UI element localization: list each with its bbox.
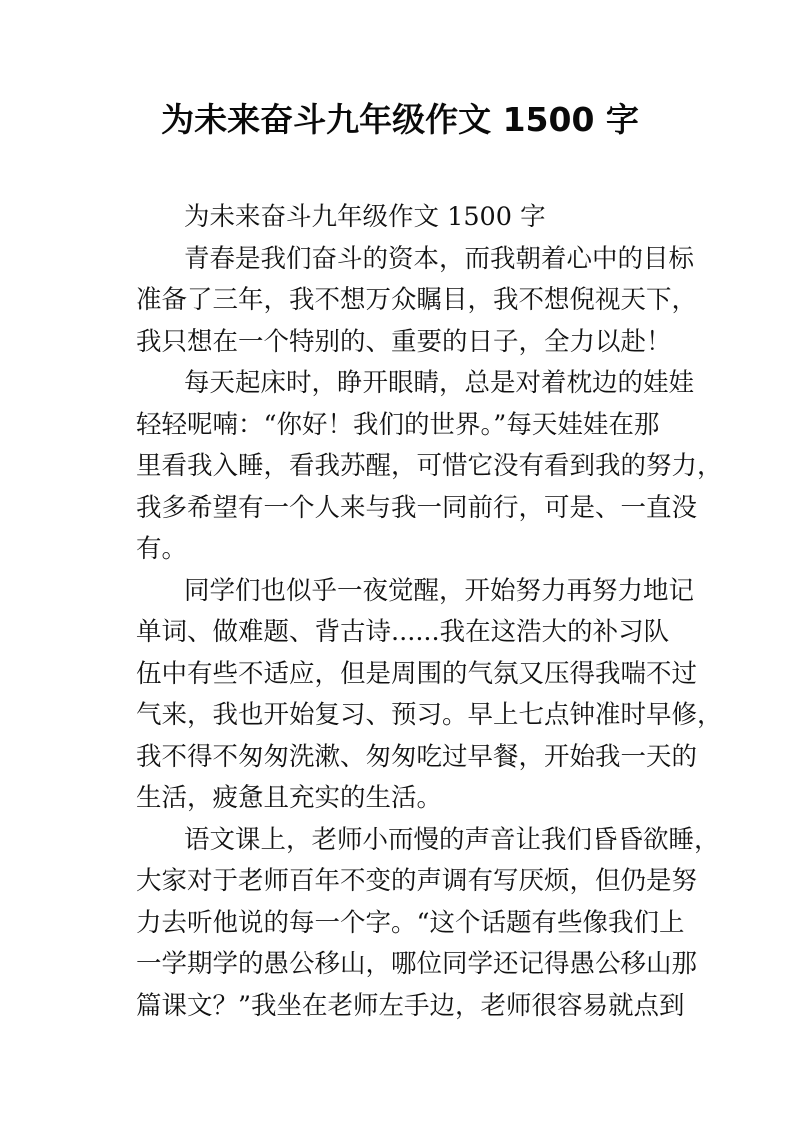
body-line: 大家对于老师百年不变的声调有写厌烦，但仍是努 <box>136 866 698 896</box>
body-line: 伍中有些不适应，但是周围的气氛又压得我喘不过 <box>136 658 698 689</box>
body-line: 篇课文？”我坐在老师左手边，老师很容易就点到 <box>136 990 685 1021</box>
body-line: 我只想在一个特别的、重要的日子，全力以赴！ <box>136 326 672 357</box>
body-line: 生活，疲惫且充实的生活。 <box>136 783 443 813</box>
body-line: 里看我入睡，看我苏醒，可惜它没有看到我的努力， <box>136 451 723 481</box>
body-line: 轻轻呢喃：“你好！我们的世界。”每天娃娃在那 <box>136 409 660 440</box>
body-line: 语文课上，老师小而慢的声音让我们昏昏欲睡， <box>184 824 720 855</box>
body-line: 准备了三年，我不想万众瞩目，我不想倪视天下， <box>136 285 698 315</box>
body-line: 青春是我们奋斗的资本，而我朝着心中的目标 <box>184 243 695 274</box>
body-line: 一学期学的愚公移山，哪位同学还记得愚公移山那 <box>136 949 698 979</box>
body-line: 每天起床时，睁开眼睛，总是对着枕边的娃娃 <box>184 368 695 398</box>
body-line: 我多希望有一个人来与我一同前行，可是、一直没 <box>136 492 698 523</box>
body-line: 有。 <box>136 534 188 564</box>
body-line: 我不得不匆匆洗漱、匆匆吃过早餐，开始我一天的 <box>136 741 698 772</box>
body-line: 单词、做难题、背古诗......我在这浩大的补习队 <box>136 617 670 647</box>
document-body <box>136 197 723 1027</box>
body-line: 为未来奋斗九年级作文 1500 字 <box>184 202 546 232</box>
body-line: 气来，我也开始复习、预习。早上七点钟准时早修， <box>136 700 723 730</box>
document-title: 为未来奋斗九年级作文 1500 字 <box>161 100 639 139</box>
body-line: 力去听他说的每一个字。“这个话题有些像我们上 <box>136 907 685 938</box>
body-line: 同学们也似乎一夜觉醒，开始努力再努力地记 <box>184 575 695 606</box>
